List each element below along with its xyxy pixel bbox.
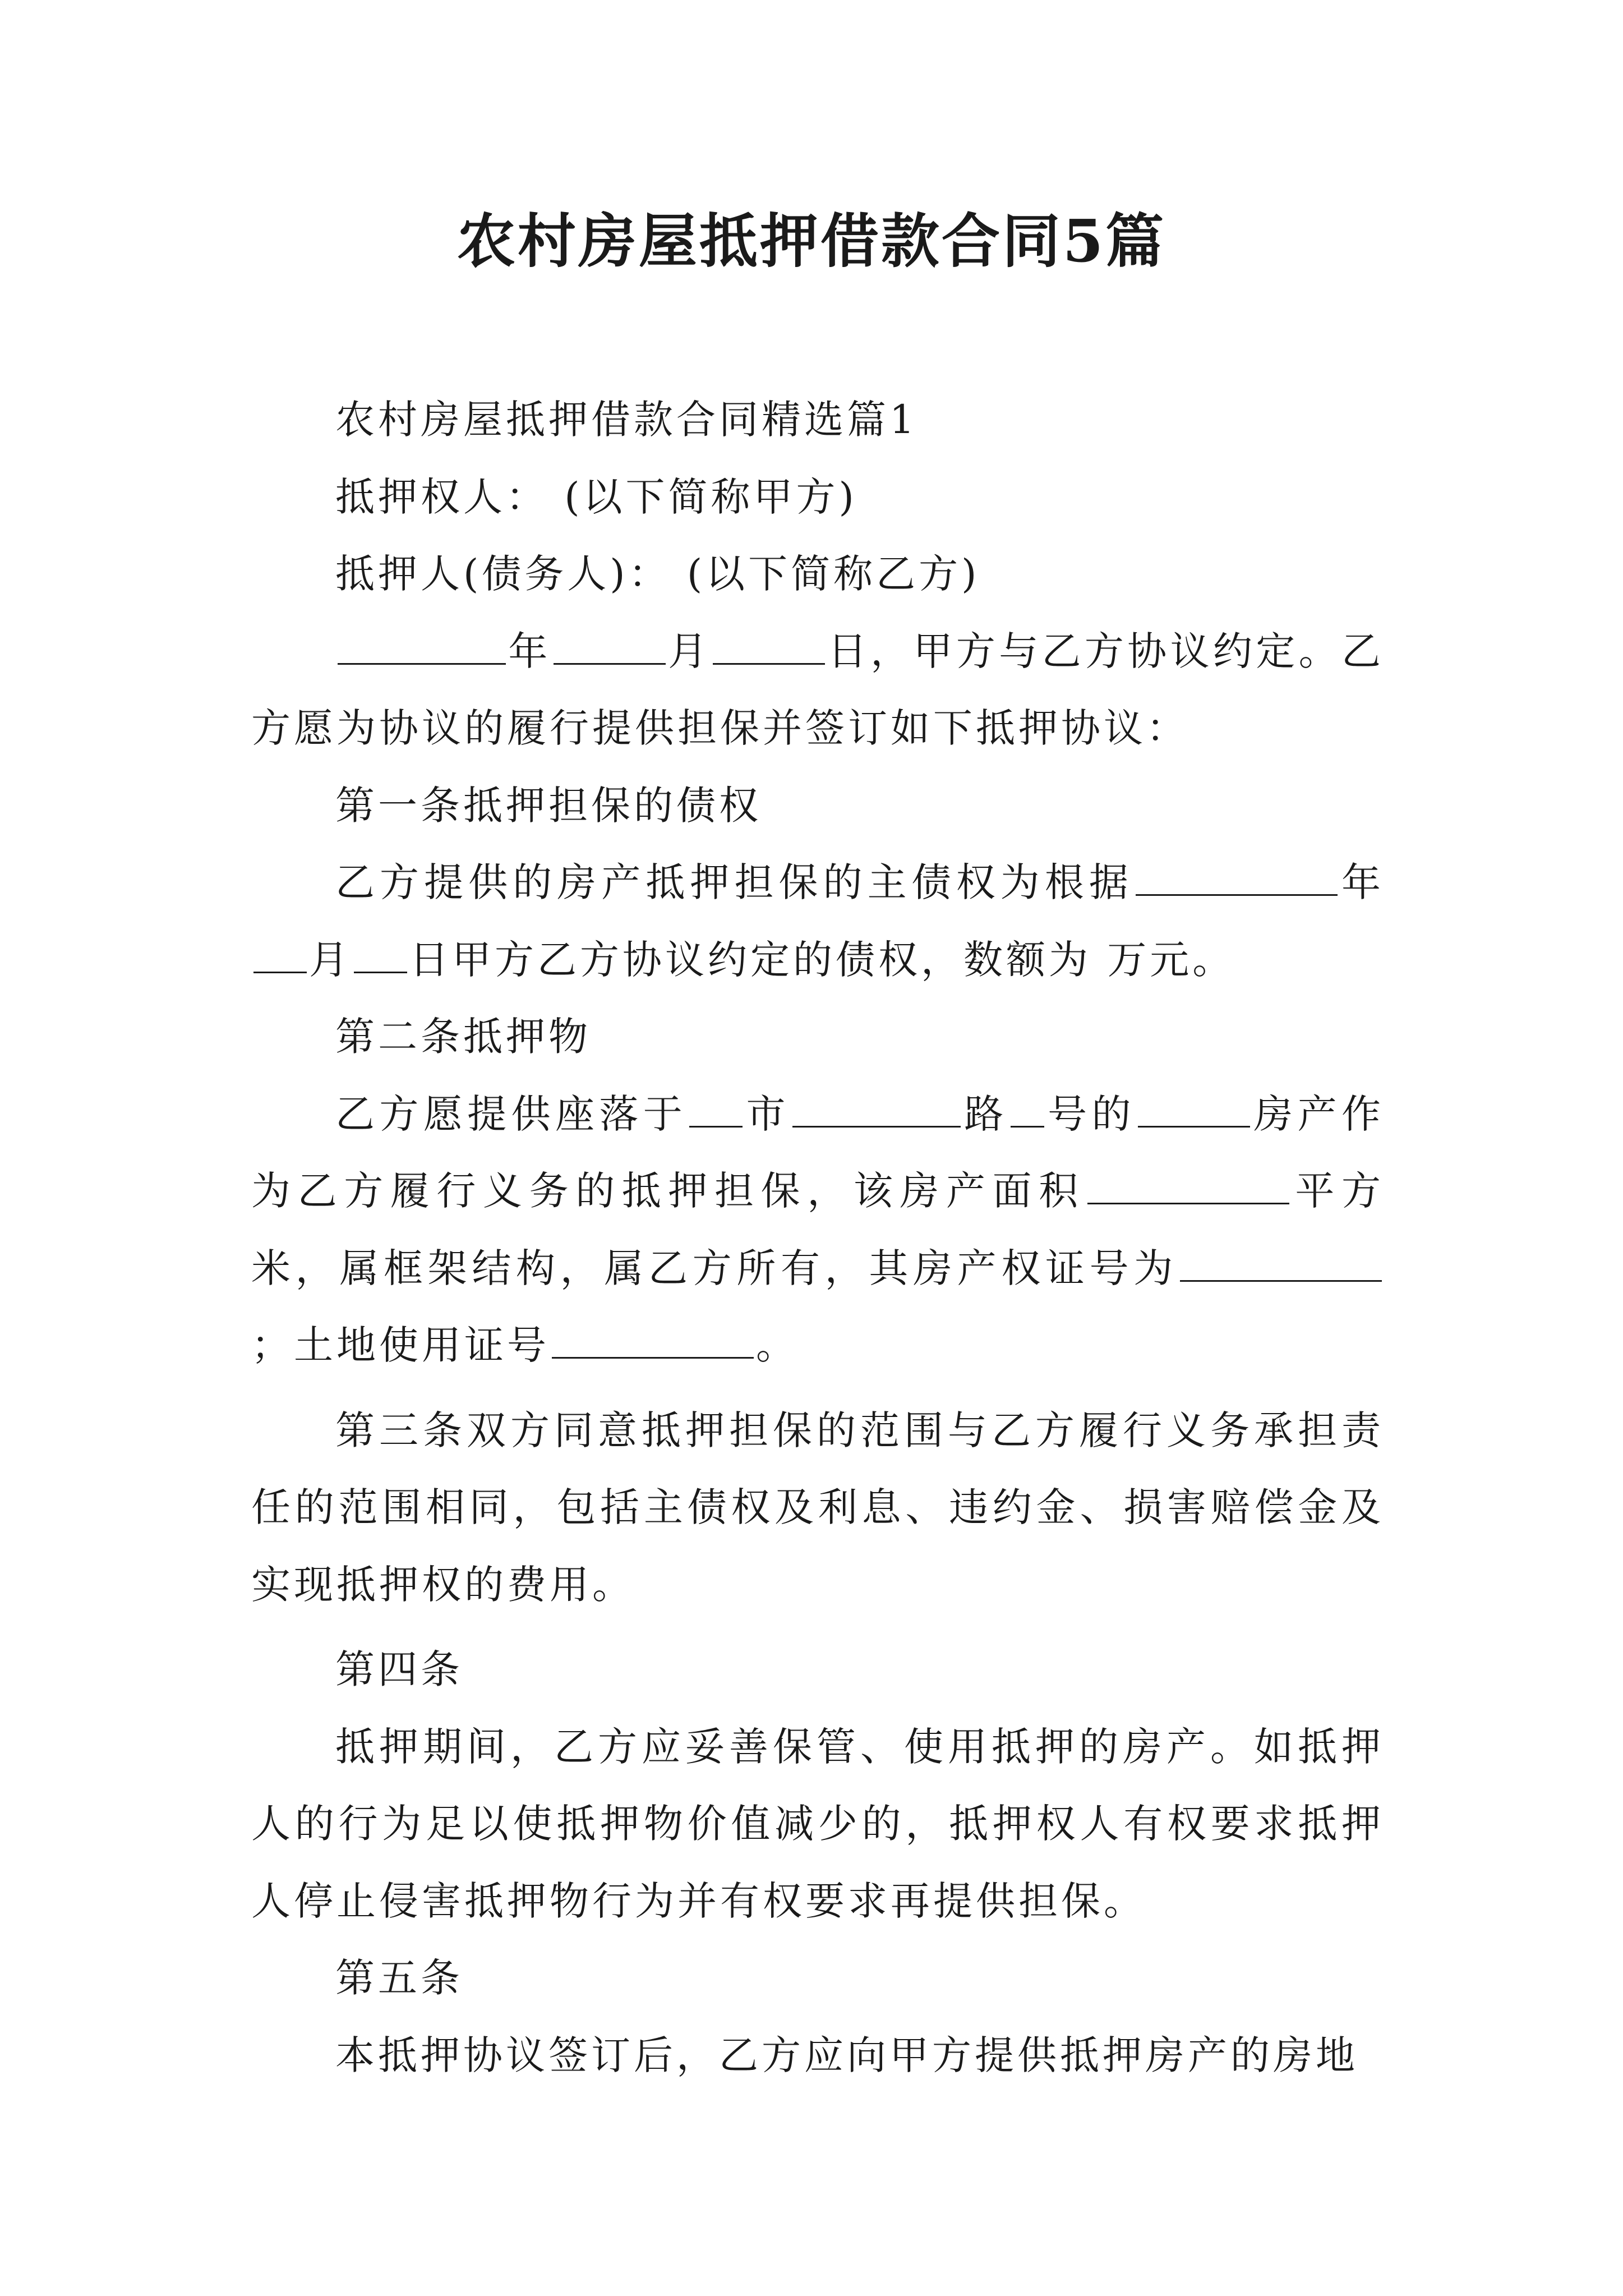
blank-city <box>689 1092 743 1128</box>
text-d: ；土地使用证号 <box>251 1322 550 1368</box>
article-1-heading: 第一条抵押担保的债权 <box>335 782 762 829</box>
text-e: 。 <box>756 1322 799 1368</box>
blank-year <box>1136 861 1338 896</box>
text-month: 月 <box>667 628 711 674</box>
paragraph-mortgagee: 抵押权人： (以下简称甲方) <box>335 473 857 520</box>
document-body <box>251 381 1384 2094</box>
blank-road <box>792 1092 961 1128</box>
text-number: 号的 <box>1046 1091 1136 1137</box>
text-rest: 日甲方乙方协议约定的债权，数额为 万元。 <box>409 936 1235 983</box>
article-5-body: 本抵押协议签订后，乙方应向甲方提供抵押房产的房地 <box>335 2032 1358 2078</box>
text-city: 市 <box>745 1091 790 1137</box>
article-2-heading: 第二条抵押物 <box>335 1014 591 1060</box>
paragraph-agreement-date <box>251 613 1384 767</box>
text-year: 年 <box>508 628 551 674</box>
document-title: 农村房屋抵押借款合同5篇 <box>457 206 1166 275</box>
text-a: 乙方愿提供座落于 <box>335 1091 688 1137</box>
text-year: 年 <box>1339 859 1385 905</box>
text-month: 月 <box>309 936 352 983</box>
text-b: 房产作为乙方履行义务的抵押担保，该房产面积 <box>251 1091 1385 1214</box>
article-4-heading: 第四条 <box>335 1646 463 1692</box>
blank-area <box>1087 1169 1289 1204</box>
blank-month <box>554 629 666 665</box>
blank-day <box>713 629 825 665</box>
blank-day <box>354 938 407 973</box>
text-c: 平方米，属框架结构，属乙方所有，其房产权证号为 <box>251 1168 1385 1291</box>
text-day-rest: 日，甲方与乙方协议约定。乙方愿为协议的履行提供担保并签订如下抵押协议： <box>251 628 1385 751</box>
text-a: 乙方提供的房产抵押担保的主债权为根据 <box>335 859 1133 905</box>
blank-month <box>253 938 307 973</box>
article-1-body <box>251 844 1384 999</box>
article-5-heading: 第五条 <box>335 1955 463 2001</box>
article-2-body <box>251 1076 1384 1384</box>
blank-number <box>1011 1092 1044 1128</box>
blank-land-certificate <box>552 1323 754 1359</box>
blank-property <box>1138 1092 1250 1128</box>
text-road: 路 <box>962 1091 1008 1137</box>
paragraph-heading-1: 农村房屋抵押借款合同精选篇1 <box>335 397 918 443</box>
article-4-body: 抵押期间，乙方应妥善保管、使用抵押的房产。如抵押人的行为足以使抵押物价值减少的，抵押权人有权要求抵押人停止侵害抵押物行为并有权要求再提供担保。 <box>251 1723 1384 1924</box>
blank-year <box>338 629 506 665</box>
paragraph-mortgagor: 抵押人(债务人)： (以下简称乙方) <box>335 551 980 597</box>
article-3-body: 第三条双方同意抵押担保的范围与乙方履行义务承担责任的范围相同，包括主债权及利息、违约金、损害赔偿金及实现抵押权的费用。 <box>251 1407 1384 1608</box>
blank-property-certificate <box>1180 1246 1382 1282</box>
